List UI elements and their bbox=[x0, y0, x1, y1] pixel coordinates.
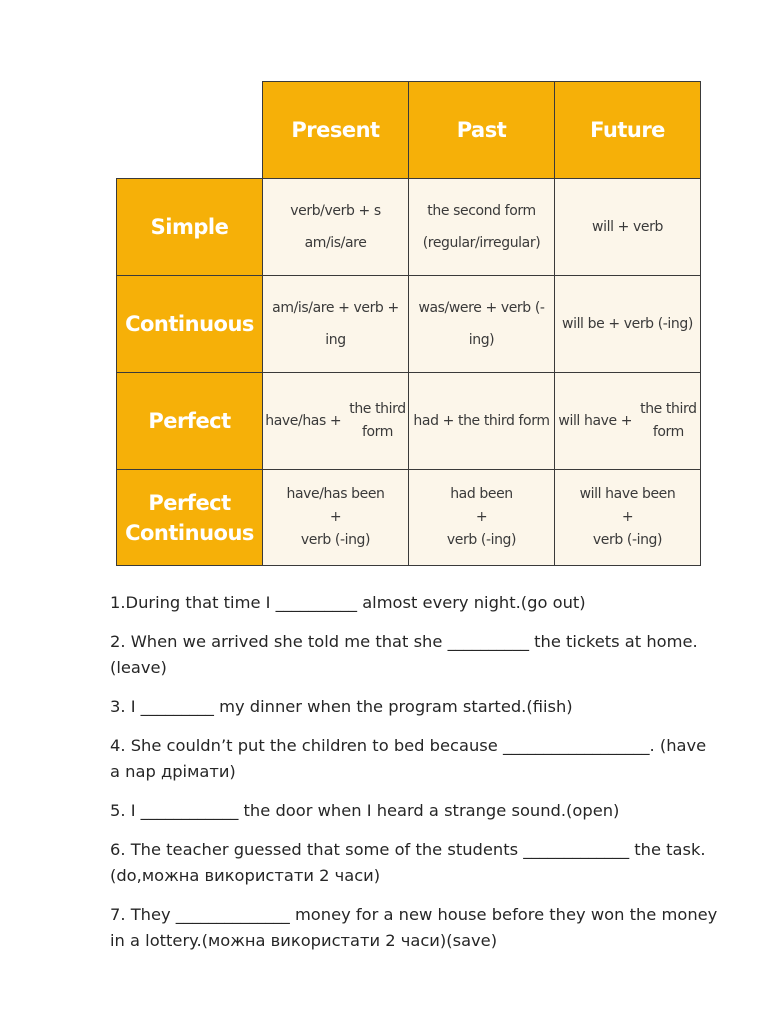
cell-past-simple: the second form (regular/irregular) bbox=[409, 179, 555, 276]
column-header-present: Present bbox=[263, 82, 409, 179]
exercise-item: 6. The teacher guessed that some of the students _____________ the task. (do,можна використати 2 часи) bbox=[110, 840, 706, 885]
tenses-table bbox=[116, 81, 701, 566]
cell-past-continuous: was/were + verb (-ing) bbox=[409, 276, 555, 373]
column-header-future: Future bbox=[555, 82, 701, 179]
exercise-item: 7. They ______________ money for a new house before they won the money in a lottery.(можна використати 2 часи)(save) bbox=[110, 905, 718, 950]
cell-text-left: have/has + bbox=[265, 413, 342, 429]
table-corner bbox=[117, 82, 263, 179]
cell-future-continuous: will be + verb (-ing) bbox=[555, 276, 701, 373]
cell-present-perfect-continuous: have/has been + verb (-ing) bbox=[263, 470, 409, 566]
cell-text-right: form bbox=[652, 424, 684, 440]
row-header-perfect-continuous: Perfect Continuous bbox=[117, 470, 263, 566]
exercise-list bbox=[110, 590, 720, 967]
table-row-perfect bbox=[117, 373, 701, 470]
cell-past-perfect-continuous: had been + verb (-ing) bbox=[409, 470, 555, 566]
exercise-item: 1.During that time I __________ almost every night.(go out) bbox=[110, 593, 586, 612]
column-header-past: Past bbox=[409, 82, 555, 179]
row-header-simple: Simple bbox=[117, 179, 263, 276]
exercise-item: 2. When we arrived she told me that she __________ the tickets at home.(leave) bbox=[110, 632, 698, 677]
exercise-item: 4. She couldn’t put the children to bed because __________________. (have a nap дрімати) bbox=[110, 736, 707, 781]
cell-text-right: the third bbox=[640, 401, 697, 417]
cell-text-right: the third bbox=[349, 401, 406, 417]
cell-present-perfect bbox=[263, 373, 409, 470]
cell-text-right: form bbox=[361, 424, 394, 440]
cell-future-simple: will + verb bbox=[555, 179, 701, 276]
cell-present-continuous: am/is/are + verb + ing bbox=[263, 276, 409, 373]
table-row-continuous bbox=[117, 276, 701, 373]
table-row-simple bbox=[117, 179, 701, 276]
cell-past-perfect: had + the third form bbox=[409, 373, 555, 470]
table-header-row bbox=[117, 82, 701, 179]
row-header-continuous: Continuous bbox=[117, 276, 263, 373]
exercise-item: 3. I _________ my dinner when the program started.(fiish) bbox=[110, 697, 573, 716]
row-header-perfect: Perfect bbox=[117, 373, 263, 470]
cell-text-left: will have + bbox=[558, 413, 633, 429]
exercise-item: 5. I ____________ the door when I heard a strange sound.(open) bbox=[110, 801, 620, 820]
cell-future-perfect-continuous: will have been + verb (-ing) bbox=[555, 470, 701, 566]
table-row-perfect-continuous bbox=[117, 470, 701, 566]
cell-future-perfect bbox=[555, 373, 701, 470]
cell-present-simple: verb/verb + s am/is/are bbox=[263, 179, 409, 276]
